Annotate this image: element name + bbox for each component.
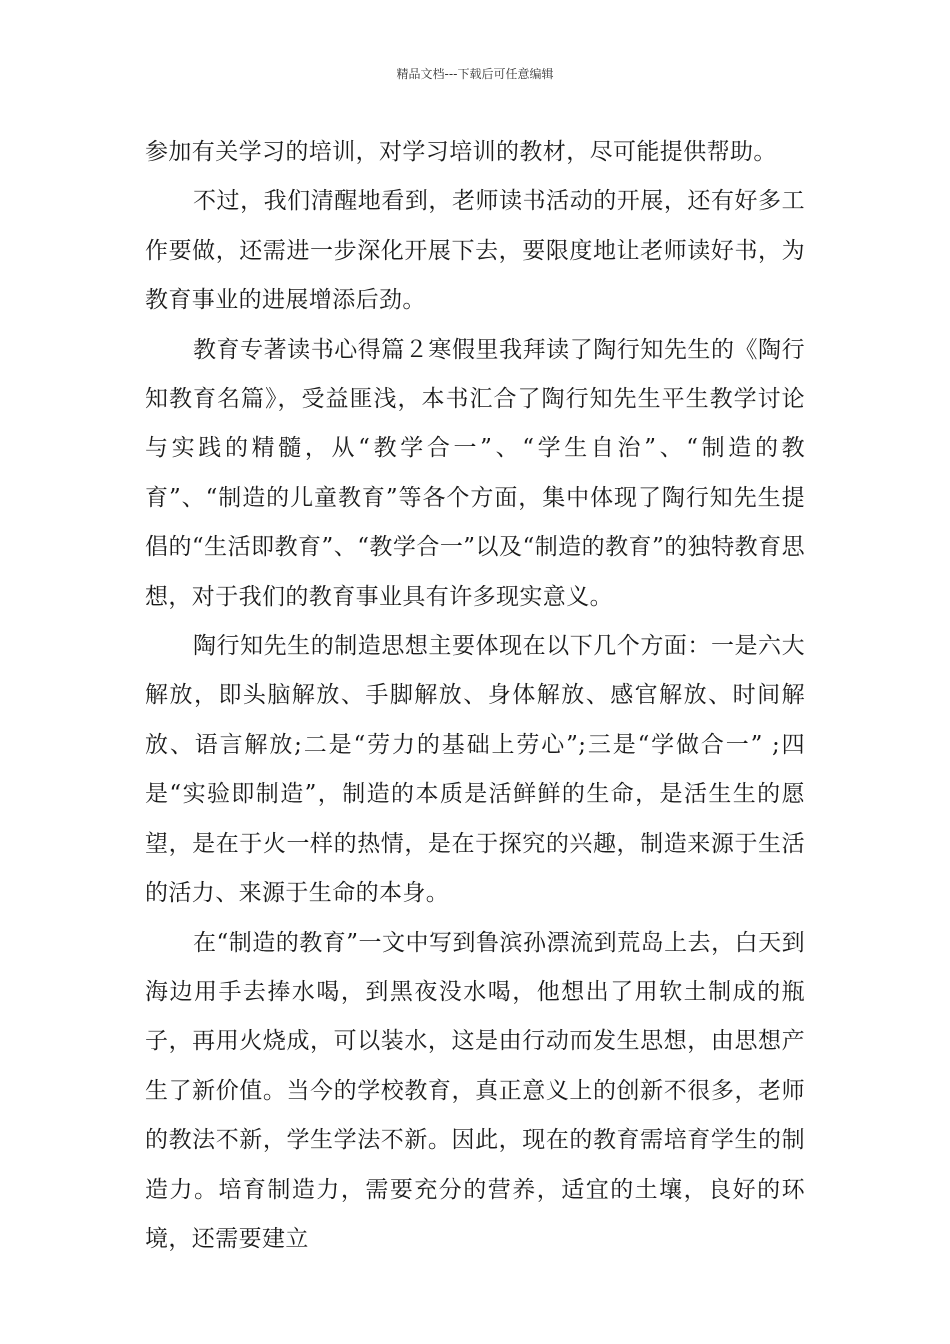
paragraph: 不过，我们清醒地看到，老师读书活动的开展，还有好多工作要做，还需进一步深化开展下去，要限度地让老师读好书，为教育事业的进展增添后劲。 (145, 188, 805, 314)
document-body (145, 128, 805, 1264)
paragraph: 教育专著读书心得篇２寒假里我拜读了陶行知先生的《陶行知教育名篇》，受益匪浅，本书汇合了陶行知先生平生教学讨论与实践的精髓，从“教学合一”、“学生自治”、“制造的教育”、“制造的儿童教育”等各个方面，集中体现了陶行知先生提倡的“生活即教育”、“教学合一”以及“制造的教育”的独特教育思想，对于我们的教育事业具有许多现实意义。 (145, 336, 805, 610)
paragraph-continued: 参加有关学习的培训，对学习培训的教材，尽可能提供帮助。 (145, 139, 777, 165)
page-header: 精品文档---下载后可任意编辑 (396, 67, 554, 81)
paragraph: 在“制造的教育”一文中写到鲁滨孙漂流到荒岛上去，白天到海边用手去捧水喝，到黑夜没水喝，他想出了用软土制成的瓶子，再用火烧成，可以装水，这是由行动而发生思想，由思想产生了新价值。当今的学校教育，真正意义上的创新不很多，老师的教法不新，学生学法不新。因此，现在的教育需培育学生的制造力。培育制造力，需要充分的营养，适宜的土壤，良好的环境，还需要建立 (145, 929, 805, 1252)
paragraph: 陶行知先生的制造思想主要体现在以下几个方面：一是六大解放，即头脑解放、手脚解放、身体解放、感官解放、时间解放、语言解放;二是“劳力的基础上劳心”;三是“学做合一” ;四是“实验即制造”，制造的本质是活鲜鲜的生命，是活生生的愿望，是在于火一样的热情，是在于探究的兴趣，制造来源于生活的活力、来源于生命的本身。 (145, 633, 805, 907)
